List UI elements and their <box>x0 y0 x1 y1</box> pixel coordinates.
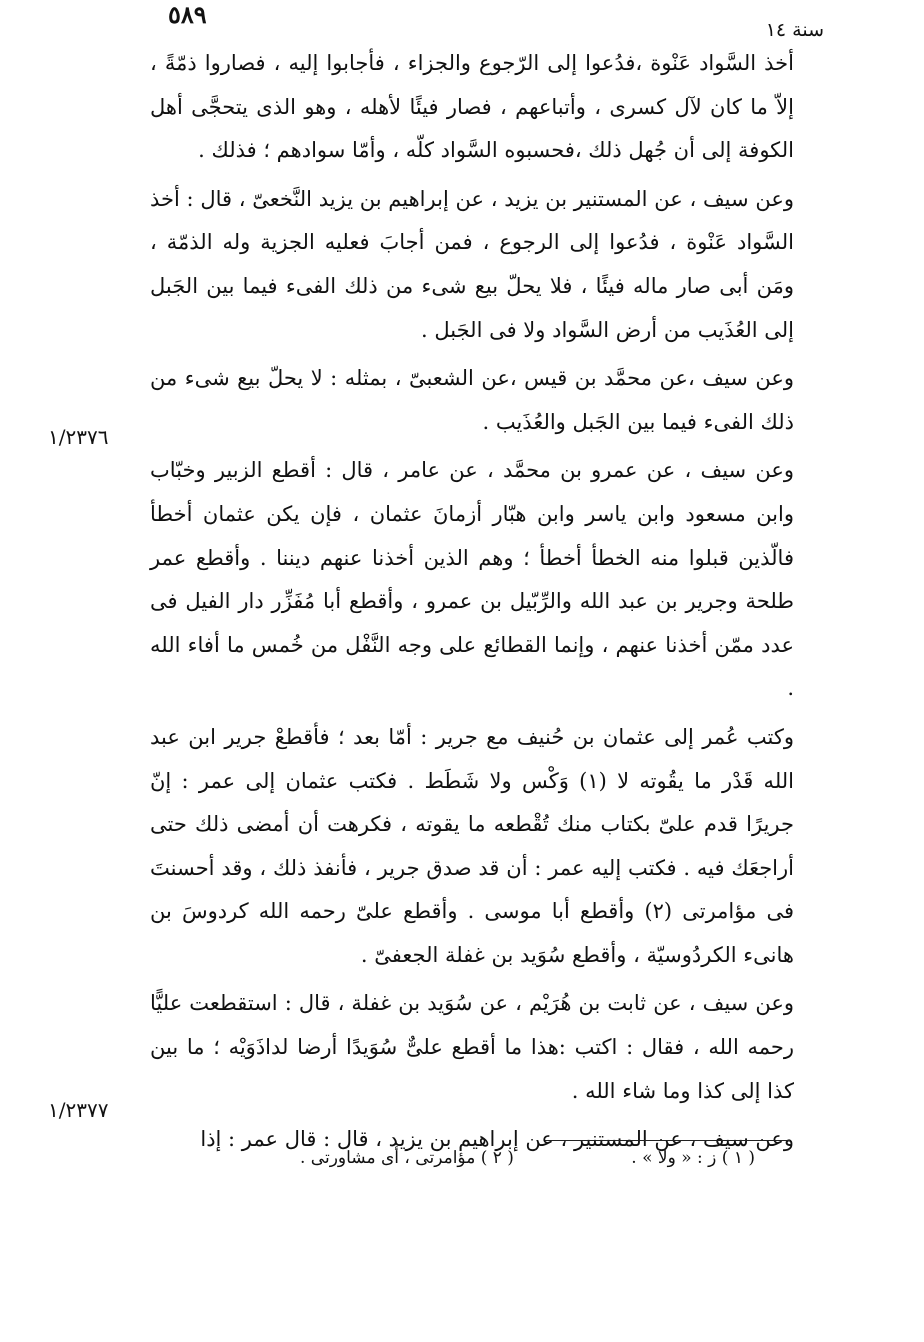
paragraph: أخذ السَّواد عَنْوة ،فدُعوا إلى الرّجوع والجزاء ، فأجابوا إليه ، فصاروا ذمّةً ، إلاّ ما كان لآل كسرى ، وأتباعهم ، فصار فيئًا لأهله ، وهو الذى يتحجَّى أهل الكوفة إلى أن جُهل ذلك ،فحسبوه السَّواد كلّه ، وأمّا سوادهم ؛ فذلك . <box>150 51 794 163</box>
footnote: ( ٢ ) مؤامرتى ، أى مشاورتى . <box>300 1148 514 1168</box>
paragraph: وكتب عُمر إلى عثمان بن حُنيف مع جرير : أمّا بعد ؛ فأقطعْ جرير ابن عبد الله قَدْر ما يقُوته لا (١) وَكْس ولا شَطَط . فكتب عثمان إلى عمر : إنّ جريرًا قدم علىّ بكتاب منك تُقْطعه ما يقوته ، فكرهت أن أمضى ذلك حتى أراجعَك فيه . فكتب إليه عمر : أن قد صدق جرير ، فأنفذ ذلك ، وقد أحسنتَ فى مؤامرتى (٢) وأقطع أبا موسى . وأقطع علىّ رحمه الله كردوسَ بن هانىء الكردُوسيّة ، وأقطع سُوَيد بن غفلة الجعفىّ . <box>150 724 795 967</box>
footnote: ( ١ ) ز : « ولا » . <box>631 1148 755 1168</box>
paragraph: وعن سيف ، عن المستنير ، عن إبراهيم بن يزيد ، قال : قال عمر : إذا <box>200 1127 794 1152</box>
paragraph: وعن سيف ، عن ثابت بن هُرَيْم ، عن سُوَيد بن غفلة ، قال : استقطعت عليًّا رحمه الله ، فقال : اكتب :هذا ما أقطع علىٌّ سُوَيدًا أرضا لداذَوَيْه ؛ ما بين كذا إلى كذا وما شاء الله . <box>150 991 794 1103</box>
footnote-divider <box>545 1140 790 1141</box>
marginal-reference: ١/٢٣٧٦ <box>48 425 109 449</box>
marginal-reference: ١/٢٣٧٧ <box>48 1098 109 1122</box>
paragraph: وعن سيف ، عن المستنير بن يزيد ، عن إبراهيم بن يزيد النَّخعىّ ، قال : أخذ السَّواد عَنْوة ، فدُعوا إلى الرجوع ، فمن أجابَ فعليه الجزية وله الذمّة ، ومَن أبى صار ماله فيئًا ، فلا يحلّ بيع شىء من ذلك الفىء فيما بين الجَبل إلى العُذَيب من أرض السَّواد ولا فى الجَبل . <box>150 186 794 342</box>
header-year: سنة ١٤ <box>765 19 824 41</box>
paragraph: وعن سيف ، عن عمرو بن محمَّد ، عن عامر ، قال : أقطع الزبير وخبّاب وابن مسعود وابن ياسر وابن هبّار أزمانَ عثمان ، فإن يكن عثمان أخطأ فالّذين قبلوا منه الخطأ أخطأ ؛ وهم الذين أخذنا عنهم ديننا . وأقطع عمر طلحة وجرير بن عبد الله والرِّبّيل بن عمرو ، وأقطع أبا مُفَزِّر دار الفيل فى عدد ممّن أخذنا عنهم ، وإنما القطائع على وجه النَّفْل من خُمس ما أفاء الله . <box>150 458 795 701</box>
paragraph: وعن سيف ،عن محمَّد بن قيس ،عن الشعبىّ ، بمثله : لا يحلّ بيع شىء من ذلك الفىء فيما بين الجَبل والعُذَيب . <box>150 366 794 434</box>
footnotes <box>300 1148 755 1168</box>
page-number: ٥٨٩ <box>168 0 207 29</box>
main-text <box>150 42 794 1167</box>
